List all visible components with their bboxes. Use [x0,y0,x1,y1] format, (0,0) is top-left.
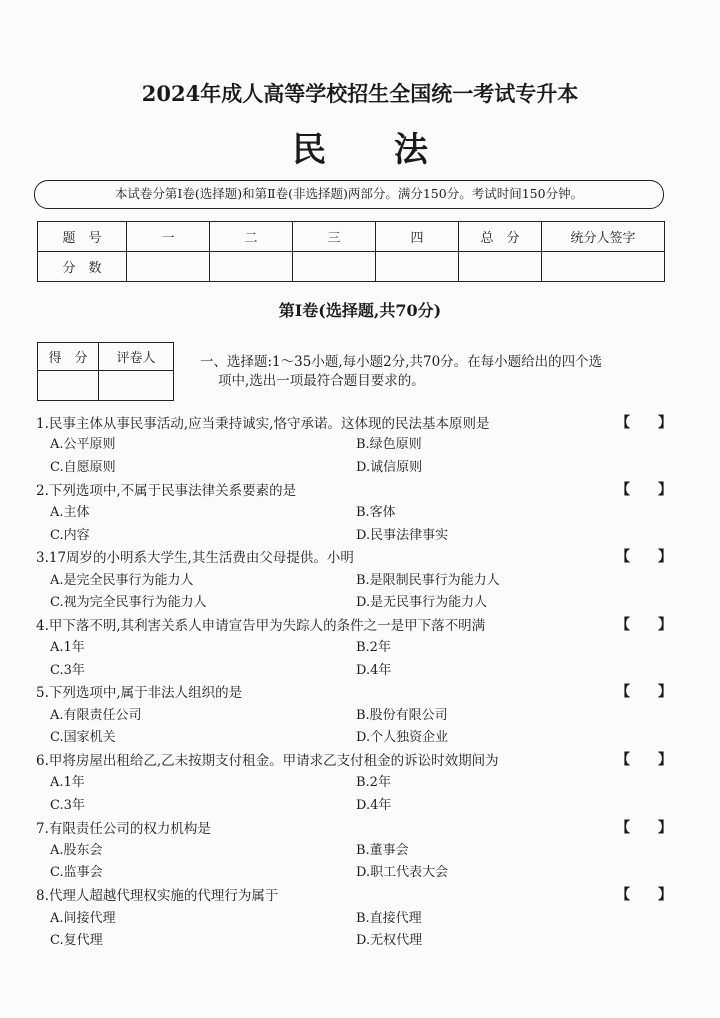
score-header-cell: 三 [293,222,376,252]
score-row-label: 分 数 [38,252,127,282]
instruction-line: 项中,选出一项最符合题目要求的。 [218,373,425,389]
option-b: B.2年 [356,775,391,790]
answer-bracket[interactable]: 【 】 [616,752,672,768]
score-header-cell: 题 号 [38,222,127,252]
score-header-cell: 一 [127,222,210,252]
answer-bracket[interactable]: 【 】 [616,820,672,836]
answer-bracket[interactable]: 【 】 [616,617,672,633]
answer-bracket[interactable]: 【 】 [616,415,672,431]
grader-table [37,342,174,401]
answer-bracket[interactable]: 【 】 [616,482,672,498]
score-table-value-row [38,252,665,282]
question-stem: 2.下列选项中,不属于民事法律关系要素的是 [36,483,297,499]
option-d: D.4年 [356,798,392,813]
score-table [37,221,665,282]
instruction-line: 一、选择题:1～35小题,每小题2分,共70分。在每小题给出的四个选 [200,354,603,370]
option-a: A.有限责任公司 [50,708,142,723]
option-a: A.主体 [50,505,90,520]
score-header-cell: 四 [376,222,459,252]
score-cell[interactable] [127,252,210,282]
option-d: D.4年 [356,663,392,678]
option-a: A.1年 [50,775,85,790]
option-a: A.股东会 [50,843,103,858]
question-stem: 5.下列选项中,属于非法人组织的是 [36,685,243,701]
option-a: A.间接代理 [50,911,116,926]
exam-info: 本试卷分第Ⅰ卷(选择题)和第Ⅱ卷(非选择题)两部分。满分150分。考试时间150分钟。 [34,180,664,209]
subject-title: 民 法 [292,130,456,170]
option-d: D.职工代表大会 [356,865,449,880]
option-b: B.是限制民事行为能力人 [356,573,500,588]
option-c: C.3年 [50,663,85,678]
grader-header-score: 得 分 [38,343,99,371]
grader-header-reviewer: 评卷人 [99,343,174,371]
option-d: D.个人独资企业 [356,730,449,745]
answer-bracket[interactable]: 【 】 [616,549,672,565]
option-d: D.民事法律事实 [356,528,449,543]
section-instructions [200,353,670,391]
exam-title: 2024年成人高等学校招生全国统一考试专升本 [141,81,579,106]
question-stem: 6.甲将房屋出租给乙,乙未按期支付租金。甲请求乙支付租金的诉讼时效期间为 [36,753,499,769]
option-d: D.诚信原则 [356,460,423,475]
score-cell[interactable] [459,252,542,282]
option-b: B.客体 [356,505,396,520]
option-c: C.国家机关 [50,730,116,745]
option-c: C.3年 [50,798,85,813]
answer-bracket[interactable]: 【 】 [616,887,672,903]
option-c: C.视为完全民事行为能力人 [50,595,207,610]
score-header-cell: 二 [210,222,293,252]
option-a: A.公平原则 [50,437,116,452]
score-cell[interactable] [210,252,293,282]
grader-reviewer-cell[interactable] [99,371,174,401]
question-stem: 7.有限责任公司的权力机构是 [36,821,211,837]
score-cell[interactable] [293,252,376,282]
score-cell[interactable] [376,252,459,282]
answer-bracket[interactable]: 【 】 [616,684,672,700]
option-d: D.是无民事行为能力人 [356,595,488,610]
section-title: 第Ⅰ卷(选择题,共70分) [278,301,442,320]
option-b: B.直接代理 [356,911,422,926]
score-cell[interactable] [542,252,665,282]
option-c: C.监事会 [50,865,103,880]
question-stem: 3.17周岁的小明系大学生,其生活费由父母提供。小明 [36,550,354,566]
grader-score-cell[interactable] [38,371,99,401]
option-c: C.复代理 [50,933,103,948]
option-b: B.2年 [356,640,391,655]
score-table-header-row [38,222,665,252]
option-a: A.是完全民事行为能力人 [50,573,194,588]
option-b: B.绿色原则 [356,437,422,452]
option-a: A.1年 [50,640,85,655]
option-b: B.股份有限公司 [356,708,448,723]
option-b: B.董事会 [356,843,409,858]
score-header-cell: 总 分 [459,222,542,252]
score-header-cell: 统分人签字 [542,222,665,252]
question-stem: 8.代理人超越代理权实施的代理行为属于 [36,888,279,904]
option-c: C.自愿原则 [50,460,116,475]
option-d: D.无权代理 [356,933,423,948]
question-stem: 4.甲下落不明,其利害关系人申请宣告甲为失踪人的条件之一是甲下落不明满 [36,618,486,634]
option-c: C.内容 [50,528,90,543]
question-stem: 1.民事主体从事民事活动,应当秉持诚实,恪守承诺。这体现的民法基本原则是 [36,416,490,432]
